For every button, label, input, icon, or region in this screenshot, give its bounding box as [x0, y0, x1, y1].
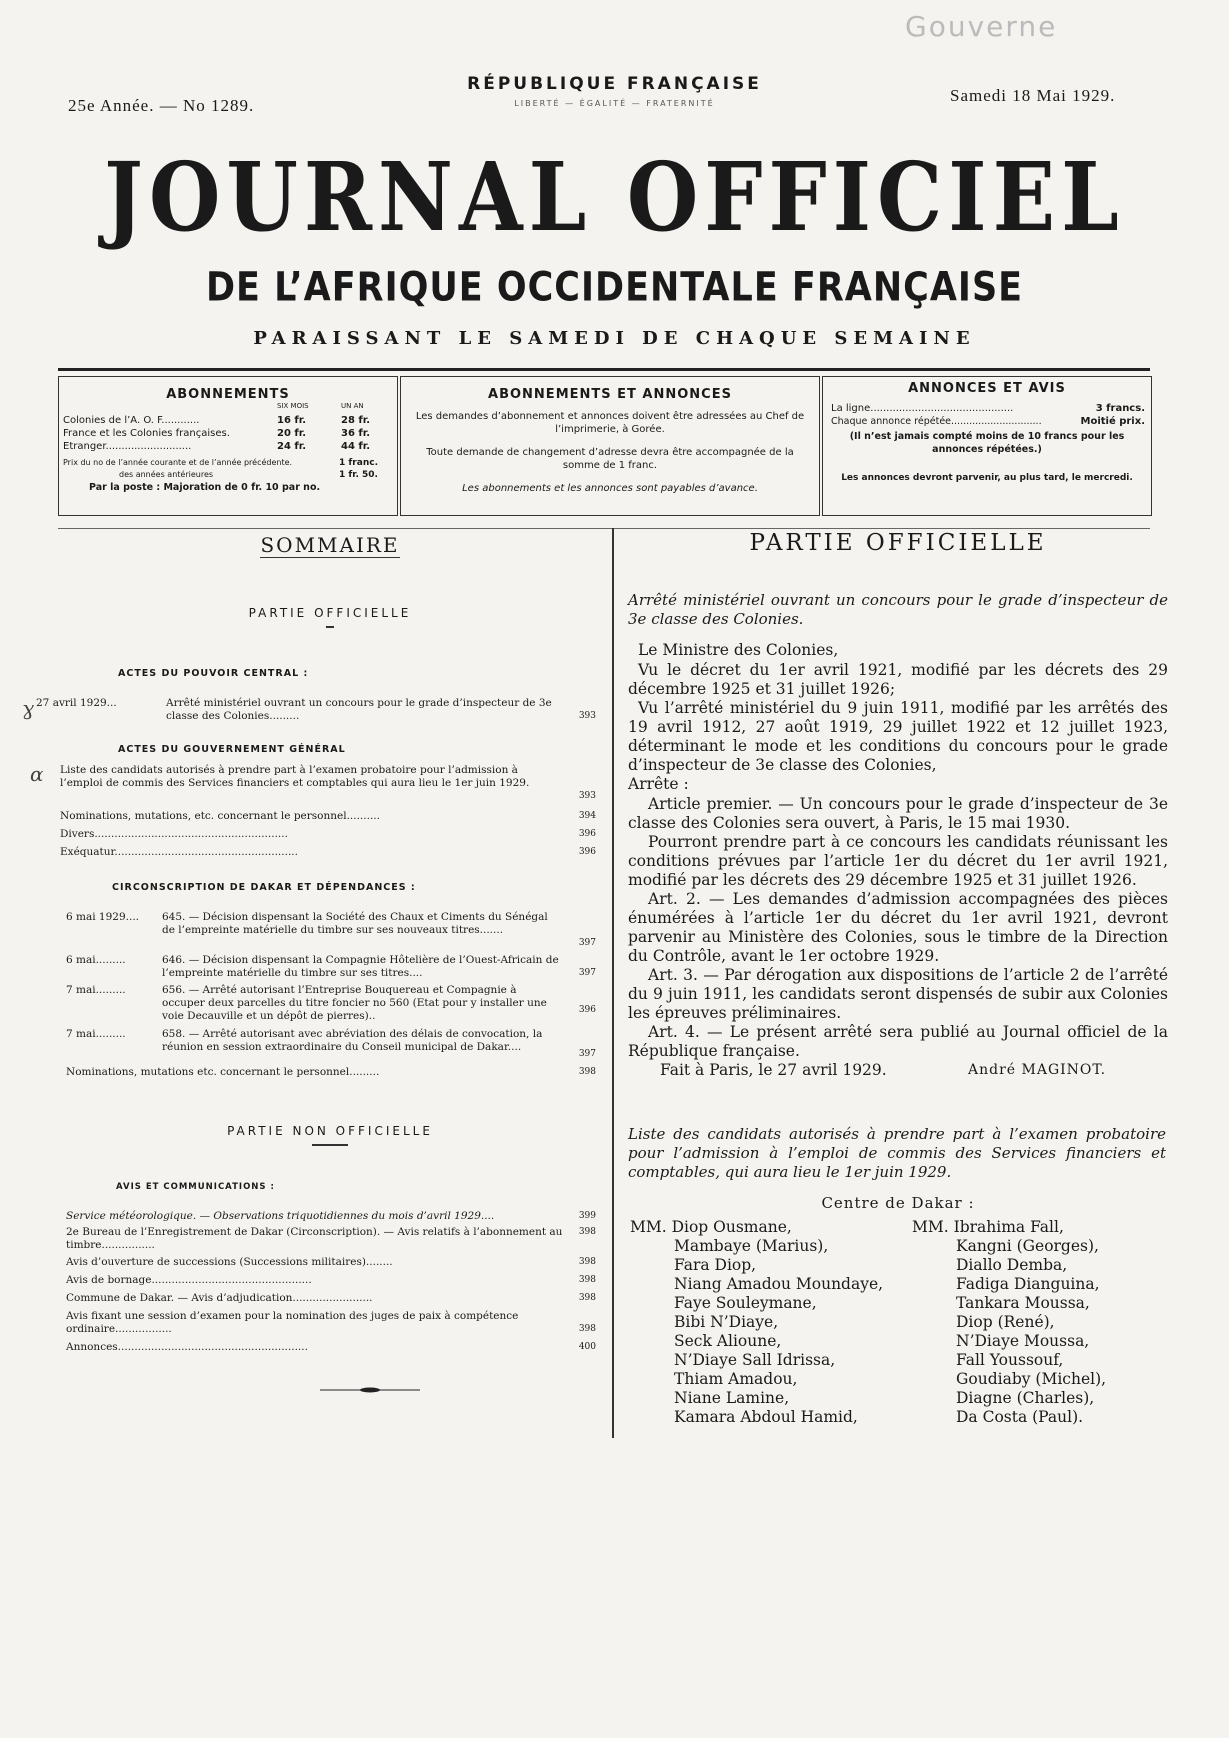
archive-stamp: Gouverne [905, 10, 1058, 43]
arrete-label: Arrête : [628, 775, 689, 793]
candidate-name: Fara Diop, [674, 1256, 757, 1274]
republic-header: RÉPUBLIQUE FRANÇAISE [467, 74, 762, 94]
dash-divider [312, 1144, 348, 1146]
periodicity-line: PARAISSANT LE SAMEDI DE CHAQUE SEMAINE [253, 328, 976, 349]
prix-value: 1 franc. [339, 458, 378, 468]
article-1-conditions: Pourront prendre part à ce concours les candidats réunissant les conditions prévues par l’article 1er du décret du 1er avril 1921, modifié par les décrets des 29 décembre 1925 et 31 juillet 1926. [628, 833, 1168, 889]
toc-entry [66, 1274, 596, 1288]
toc-page: 398 [578, 1227, 596, 1237]
col-un-an: UN AN [341, 402, 364, 410]
fait-a-paris: Fait à Paris, le 27 avril 1929. [660, 1061, 887, 1079]
tarif-six: 16 fr. [277, 415, 307, 426]
toc-text: 646. — Décision dispensant la Compagnie Hôtelière de l’Ouest-Africain de l’empreinte matérielle du timbre sur ses titres.... [162, 954, 559, 979]
vu-decret: Vu le décret du 1er avril 1921, modifié par les décrets des 29 décembre 1925 et 31 juillet 1926; [628, 661, 1168, 698]
toc-text: Service météorologique. — Observations triquotidiennes du mois d’avril 1929.... [66, 1210, 495, 1222]
minimum-annonces: (Il n’est jamais compté moins de 10 francs pour les annonces répétées.) [849, 431, 1125, 455]
names-left-list [630, 1218, 883, 1427]
margin-mark: ɑ [30, 762, 44, 786]
poste-majoration: Par la poste : Majoration de 0 fr. 10 par no. [89, 482, 321, 493]
tarif-label: La ligne............................................. [831, 403, 1014, 414]
candidate-name: Fadiga Dianguina, [956, 1275, 1100, 1293]
candidate-name: Da Costa (Paul). [956, 1408, 1084, 1426]
article-4: Art. 4. — Le présent arrêté sera publié au Journal officiel de la République française. [628, 1023, 1168, 1060]
toc-text: Annonces......................................................... [66, 1341, 308, 1353]
toc-date: 6 mai 1929.... [66, 911, 140, 923]
issue-date: Samedi 18 Mai 1929. [950, 86, 1116, 105]
toc-entry [60, 764, 596, 804]
col-six-mois: SIX MOIS [277, 402, 309, 410]
candidate-name: Thiam Amadou, [674, 1370, 798, 1388]
partie-officielle-title: PARTIE OFFICIELLE [749, 530, 1047, 556]
toc-entry [66, 1292, 596, 1306]
toc-page: 393 [578, 791, 596, 801]
tarif-row [59, 414, 397, 427]
abonnements-columns [59, 402, 397, 414]
toc-page: 398 [578, 1067, 596, 1077]
column-divider [612, 528, 614, 1438]
tarif-value: 3 francs. [1095, 403, 1145, 414]
section-rule [58, 528, 1150, 529]
toc-entry [66, 1341, 596, 1355]
toc-page: 400 [578, 1342, 596, 1352]
candidate-name: Faye Souleymane, [674, 1294, 817, 1312]
tarif-row [59, 427, 397, 440]
prix-numero [59, 458, 397, 470]
toc-page: 397 [578, 1049, 596, 1059]
ornament-divider [320, 1387, 420, 1393]
toc-text: Divers.......................................................... [60, 828, 288, 840]
sommaire-title-text: SOMMAIRE [260, 533, 400, 557]
actes-central-heading: ACTES DU POUVOIR CENTRAL : [118, 668, 309, 679]
names-right-list [912, 1218, 1106, 1427]
candidate-name: N’Diaye Moussa, [956, 1332, 1090, 1350]
toc-entry [36, 697, 596, 725]
toc-entry [66, 954, 596, 982]
toc-entry [66, 984, 596, 1026]
candidate-name: Diop (René), [956, 1313, 1055, 1331]
tarif-label: France et les Colonies françaises. [63, 428, 230, 439]
toc-text: Commune de Dakar. — Avis d’adjudication........................ [66, 1292, 373, 1304]
abonnements-annonces-title: ABONNEMENTS ET ANNONCES [488, 387, 732, 402]
changement-adresse: Toute demande de changement d’adresse devra être accompagnée de la somme de 1 franc. [426, 447, 794, 471]
toc-date: 27 avril 1929... [36, 697, 117, 709]
toc-entry [66, 1256, 596, 1270]
tarif-label: Colonies de l’A. O. F............ [63, 415, 200, 426]
toc-entry [60, 846, 596, 860]
toc-text: 645. — Décision dispensant la Société des Chaux et Ciments du Sénégal de l’empreinte matérielle du timbre sur ses nouveaux titres....... [162, 911, 548, 936]
dash-divider [326, 626, 334, 628]
toc-entry [66, 911, 596, 951]
tarif-row [59, 440, 397, 453]
candidate-name: N’Diaye Sall Idrissa, [674, 1351, 836, 1369]
tarif-six: 24 fr. [277, 441, 307, 452]
ministre-line: Le Ministre des Colonies, [638, 641, 839, 659]
journal-title: JOURNAL OFFICIEL [104, 142, 1125, 254]
toc-entry [60, 810, 596, 824]
motto: LIBERTÉ — ÉGALITÉ — FRATERNITÉ [514, 99, 715, 108]
vu-arrete: Vu l’arrêté ministériel du 9 juin 1911, modifié par les arrêtés des 19 avril 1912, 27 août 1919, 29 juillet 1922 et 12 juillet 1923, déterminant le mode et les conditions du concours pour le grade d’inspecteur de 3e classe des Colonies, [628, 699, 1168, 774]
toc-page: 394 [578, 811, 596, 821]
delai-annonces: Les annonces devront parvenir, au plus tard, le mercredi. [841, 473, 1133, 483]
toc-date: 6 mai......... [66, 954, 126, 966]
toc-page: 396 [578, 1005, 596, 1015]
adresse-demandes: Les demandes d’abonnement et annonces doivent être adressées au Chef de l’imprimerie, à Gorée. [415, 411, 805, 435]
prix-label: des années antérieures [119, 470, 214, 479]
annonces-avis-title: ANNONCES ET AVIS [908, 381, 1066, 396]
avis-comm-heading: AVIS ET COMMUNICATIONS : [116, 1182, 275, 1192]
tarif-an: 44 fr. [341, 441, 371, 452]
candidate-name: Niane Lamine, [674, 1389, 790, 1407]
candidate-name: Niang Amadou Moundaye, [674, 1275, 884, 1293]
tarif-an: 36 fr. [341, 428, 371, 439]
candidate-name: Diallo Demba, [956, 1256, 1068, 1274]
sommaire-title [60, 533, 600, 557]
toc-text: Nominations, mutations etc. concernant le personnel......... [66, 1066, 380, 1078]
tarif-label: Etranger........................... [63, 441, 192, 452]
toc-date: 7 mai......... [66, 984, 126, 996]
toc-text: 2e Bureau de l’Enregistrement de Dakar (Circonscription). — Avis relatifs à l’abonnement au timbre................ [66, 1226, 563, 1251]
arrete-heading: Arrêté ministériel ouvrant un concours pour le grade d’inspecteur de 3e classe des Colonies. [628, 591, 1168, 628]
toc-text: 658. — Arrêté autorisant avec abréviation des délais de convocation, la réunion en session extraordinaire du Conseil municipal de Dakar.... [162, 1028, 543, 1053]
toc-page: 396 [578, 829, 596, 839]
journal-subtitle: DE L’AFRIQUE OCCIDENTALE FRANÇAISE [205, 265, 1024, 311]
masthead-rule [58, 368, 1150, 371]
tarif-ligne [823, 402, 1151, 415]
candidate-name: Mambaye (Marius), [674, 1237, 829, 1255]
circ-dakar-heading: CIRCONSCRIPTION DE DAKAR ET DÉPENDANCES : [112, 882, 416, 893]
edition-number: 25e Année. — No 1289. [68, 96, 255, 115]
candidate-name: Kamara Abdoul Hamid, [674, 1408, 858, 1426]
toc-page: 397 [578, 938, 596, 948]
candidate-name: Seck Alioune, [674, 1332, 782, 1350]
toc-text: Nominations, mutations, etc. concernant le personnel.......... [60, 810, 380, 822]
toc-entry [66, 1310, 596, 1338]
toc-page: 398 [578, 1324, 596, 1334]
prix-label: Prix du no de l’année courante et de l’année précédente. [63, 458, 293, 467]
toc-entry [66, 1226, 596, 1254]
toc-page: 398 [578, 1293, 596, 1303]
toc-page: 396 [578, 847, 596, 857]
toc-page: 398 [578, 1275, 596, 1285]
toc-text: Exéquatur....................................................... [60, 846, 298, 858]
margin-mark: ɣ [22, 696, 34, 720]
candidate-name: MM. Ibrahima Fall, [912, 1218, 1064, 1236]
candidate-name: Tankara Moussa, [956, 1294, 1090, 1312]
toc-page: 393 [578, 711, 596, 721]
toc-entry [66, 1066, 596, 1080]
tarif-an: 28 fr. [341, 415, 371, 426]
tarif-six: 20 fr. [277, 428, 307, 439]
abonnements-annonces-box [400, 376, 820, 516]
abonnements-box [58, 376, 398, 516]
centre-dakar: Centre de Dakar : [821, 1194, 975, 1212]
toc-text: 656. — Arrêté autorisant l’Entreprise Bouquereau et Compagnie à occuper deux parcelles du titre foncier no 560 (Etat pour y installer une voie Decauville et un dépôt de pierres).. [162, 984, 547, 1022]
article-3: Art. 3. — Par dérogation aux dispositions de l’article 2 de l’arrêté du 9 juin 1911, les candidats seront dispensés de subir aux Colonies les épreuves préliminaires. [628, 966, 1168, 1022]
tarif-repetee [823, 415, 1151, 428]
candidate-name: Diagne (Charles), [956, 1389, 1095, 1407]
toc-entry [66, 1028, 596, 1068]
candidate-name: MM. Diop Ousmane, [630, 1218, 792, 1236]
article-2: Art. 2. — Les demandes d’admission accompagnées des pièces énumérées à l’article 1er du décret du 1er avril 1921, devront parvenir au Ministère des Colonies, sous le timbre de la Direction du Contrôle, avant le 1er octobre 1929. [628, 890, 1168, 965]
toc-text: Avis d’ouverture de successions (Successions militaires)........ [66, 1256, 393, 1268]
annonces-avis-box [822, 376, 1152, 516]
paiement-avance: Les abonnements et les annonces sont payables d’avance. [462, 483, 758, 494]
toc-date: 7 mai......... [66, 1028, 126, 1040]
toc-page: 397 [578, 968, 596, 978]
candidate-name: Fall Youssouf, [956, 1351, 1064, 1369]
candidate-name: Goudiaby (Michel), [956, 1370, 1107, 1388]
toc-text: Avis fixant une session d’examen pour la nomination des juges de paix à compétence ordinaire................. [66, 1310, 519, 1335]
candidate-name: Kangni (Georges), [956, 1237, 1099, 1255]
sommaire-partie-officielle: PARTIE OFFICIELLE [248, 606, 412, 620]
candidate-name: Bibi N’Diaye, [674, 1313, 779, 1331]
toc-text: Arrêté ministériel ouvrant un concours pour le grade d’inspecteur de 3e classe des Colonies......... [166, 697, 552, 722]
signature: André MAGINOT. [968, 1062, 1107, 1078]
toc-page: 398 [578, 1257, 596, 1267]
toc-entry [66, 1210, 596, 1224]
prix-value: 1 fr. 50. [339, 470, 378, 480]
tarif-label: Chaque annonce répétée.............................. [831, 416, 1042, 427]
sommaire-partie-non-officielle: PARTIE NON OFFICIELLE [227, 1124, 433, 1138]
toc-page: 399 [578, 1211, 596, 1221]
toc-text: Liste des candidats autorisés à prendre part à l’examen probatoire pour l’admission à l’emploi de commis des Services financiers et comptables qui aura lieu le 1er juin 1929. [60, 764, 530, 789]
toc-entry [60, 828, 596, 842]
tarif-value: Moitié prix. [1080, 416, 1145, 427]
actes-gouv-heading: ACTES DU GOUVERNEMENT GÉNÉRAL [118, 744, 346, 755]
prix-anterieur [59, 470, 397, 482]
article-1: Article premier. — Un concours pour le grade d’inspecteur de 3e classe des Colonies sera ouvert, à Paris, le 15 mai 1930. [628, 795, 1168, 832]
liste-heading: Liste des candidats autorisés à prendre part à l’examen probatoire pour l’admission à l’emploi de commis des Services financiers et comptables, qui aura lieu le 1er juin 1929. [628, 1125, 1166, 1181]
toc-text: Avis de bornage................................................ [66, 1274, 312, 1286]
abonnements-title: ABONNEMENTS [166, 387, 290, 402]
